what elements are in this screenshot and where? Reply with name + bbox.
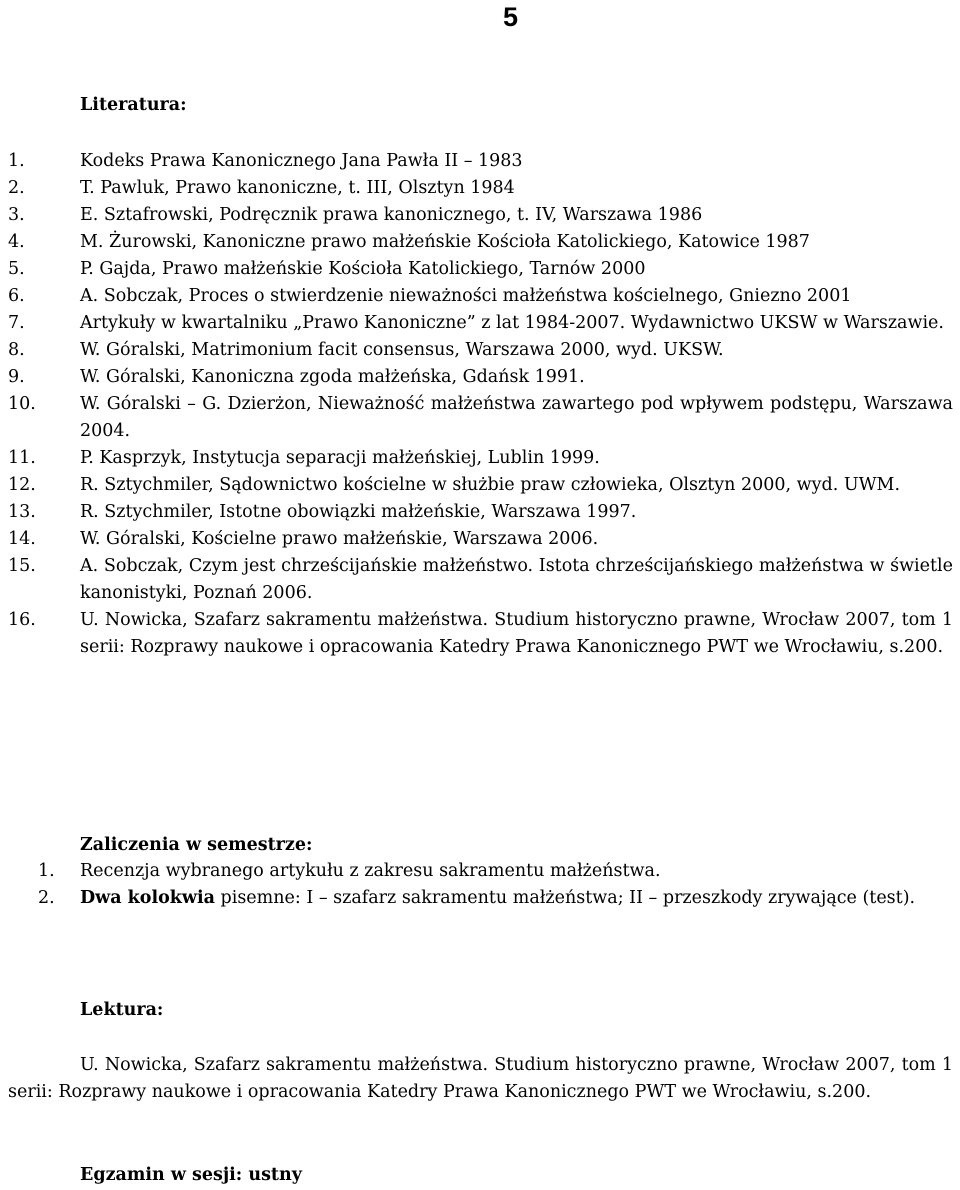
page-number: 5 (503, 2, 519, 32)
list-item (8, 283, 953, 310)
item-number: 14. (8, 529, 36, 549)
item-text: T. Pawluk, Prawo kanoniczne, t. III, Olsztyn 1984 (80, 178, 515, 198)
item-text: pisemne: I – szafarz sakramentu małżeństwa; II – przeszkody zrywające (test). (214, 888, 916, 908)
item-number: 3. (8, 205, 25, 225)
item-bold-text: Dwa kolokwia (80, 888, 215, 908)
item-number: 2. (8, 178, 25, 198)
item-number: 6. (8, 286, 25, 306)
item-number: 5. (8, 259, 25, 279)
list-item (8, 256, 953, 283)
item-text: U. Nowicka, Szafarz sakramentu małżeństwa. Studium historyczno prawne, Wrocław 2007, tom 1 serii: Rozprawy naukowe i opracowania Katedry Prawa Kanonicznego PWT we Wrocławiu, s.200. (80, 610, 953, 657)
item-text: W. Góralski, Kościelne prawo małżeńskie, Warszawa 2006. (80, 529, 599, 549)
item-text: Kodeks Prawa Kanonicznego Jana Pawła II – 1983 (80, 151, 523, 171)
item-text: W. Góralski – G. Dzierżon, Nieważność małżeństwa zawartego pod wpływem podstępu, Warszawa 2004. (80, 394, 953, 441)
item-text: W. Góralski, Matrimonium facit consensus, Warszawa 2000, wyd. UKSW. (80, 340, 724, 360)
list-item (8, 526, 953, 553)
list-item (8, 364, 953, 391)
item-text: Recenzja wybranego artykułu z zakresu sakramentu małżeństwa. (80, 861, 661, 881)
item-number: 2. (38, 888, 55, 908)
list-item (8, 553, 953, 607)
item-number: 7. (8, 313, 25, 333)
list-item (8, 499, 953, 526)
list-item (8, 445, 953, 472)
reading-heading: Lektura: (80, 1000, 164, 1020)
literature-list (8, 148, 953, 661)
item-number: 13. (8, 502, 36, 522)
credits-heading: Zaliczenia w semestrze: (80, 835, 313, 855)
list-item (38, 858, 955, 885)
list-item (8, 472, 953, 499)
item-text: Artykuły w kwartalniku „Prawo Kanoniczne” z lat 1984-2007. Wydawnictwo UKSW w Warszawie. (80, 313, 944, 333)
item-number: 11. (8, 448, 36, 468)
item-text: R. Sztychmiler, Istotne obowiązki małżeńskie, Warszawa 1997. (80, 502, 637, 522)
literature-heading: Literatura: (80, 95, 187, 115)
list-item (8, 337, 953, 364)
exam-heading: Egzamin w sesji: ustny (80, 1165, 302, 1185)
item-text: R. Sztychmiler, Sądownictwo kościelne w służbie praw człowieka, Olsztyn 2000, wyd. UWM. (80, 475, 901, 495)
item-text: E. Sztafrowski, Podręcznik prawa kanonicznego, t. IV, Warszawa 1986 (80, 205, 703, 225)
reading-paragraph: U. Nowicka, Szafarz sakramentu małżeństwa. Studium historyczno prawne, Wrocław 2007, tom 1 serii: Rozprawy naukowe i opracowania Katedry Prawa Kanonicznego PWT we Wrocławiu, s.200. (8, 1055, 953, 1102)
item-number: 4. (8, 232, 25, 252)
item-number: 10. (8, 394, 36, 414)
list-item (8, 148, 953, 175)
item-number: 9. (8, 367, 25, 387)
list-item (38, 885, 955, 912)
list-item (8, 607, 953, 661)
list-item (8, 175, 953, 202)
list-item (8, 229, 953, 256)
item-text: P. Kasprzyk, Instytucja separacji małżeńskiej, Lublin 1999. (80, 448, 600, 468)
item-text: M. Żurowski, Kanoniczne prawo małżeńskie Kościoła Katolickiego, Katowice 1987 (80, 232, 810, 252)
item-number: 15. (8, 556, 36, 576)
item-text: A. Sobczak, Proces o stwierdzenie nieważności małżeństwa kościelnego, Gniezno 2001 (80, 286, 852, 306)
item-number: 1. (38, 861, 55, 881)
item-text: W. Góralski, Kanoniczna zgoda małżeńska, Gdańsk 1991. (80, 367, 585, 387)
list-item (8, 310, 953, 337)
item-number: 16. (8, 610, 36, 630)
item-number: 1. (8, 151, 25, 171)
credits-list (38, 858, 955, 912)
list-item (8, 391, 953, 445)
item-text: A. Sobczak, Czym jest chrześcijańskie małżeństwo. Istota chrześcijańskiego małżeństwa w świetle kanonistyki, Poznań 2006. (80, 556, 953, 603)
item-number: 8. (8, 340, 25, 360)
item-number: 12. (8, 475, 36, 495)
list-item (8, 202, 953, 229)
item-text: P. Gajda, Prawo małżeńskie Kościoła Katolickiego, Tarnów 2000 (80, 259, 646, 279)
